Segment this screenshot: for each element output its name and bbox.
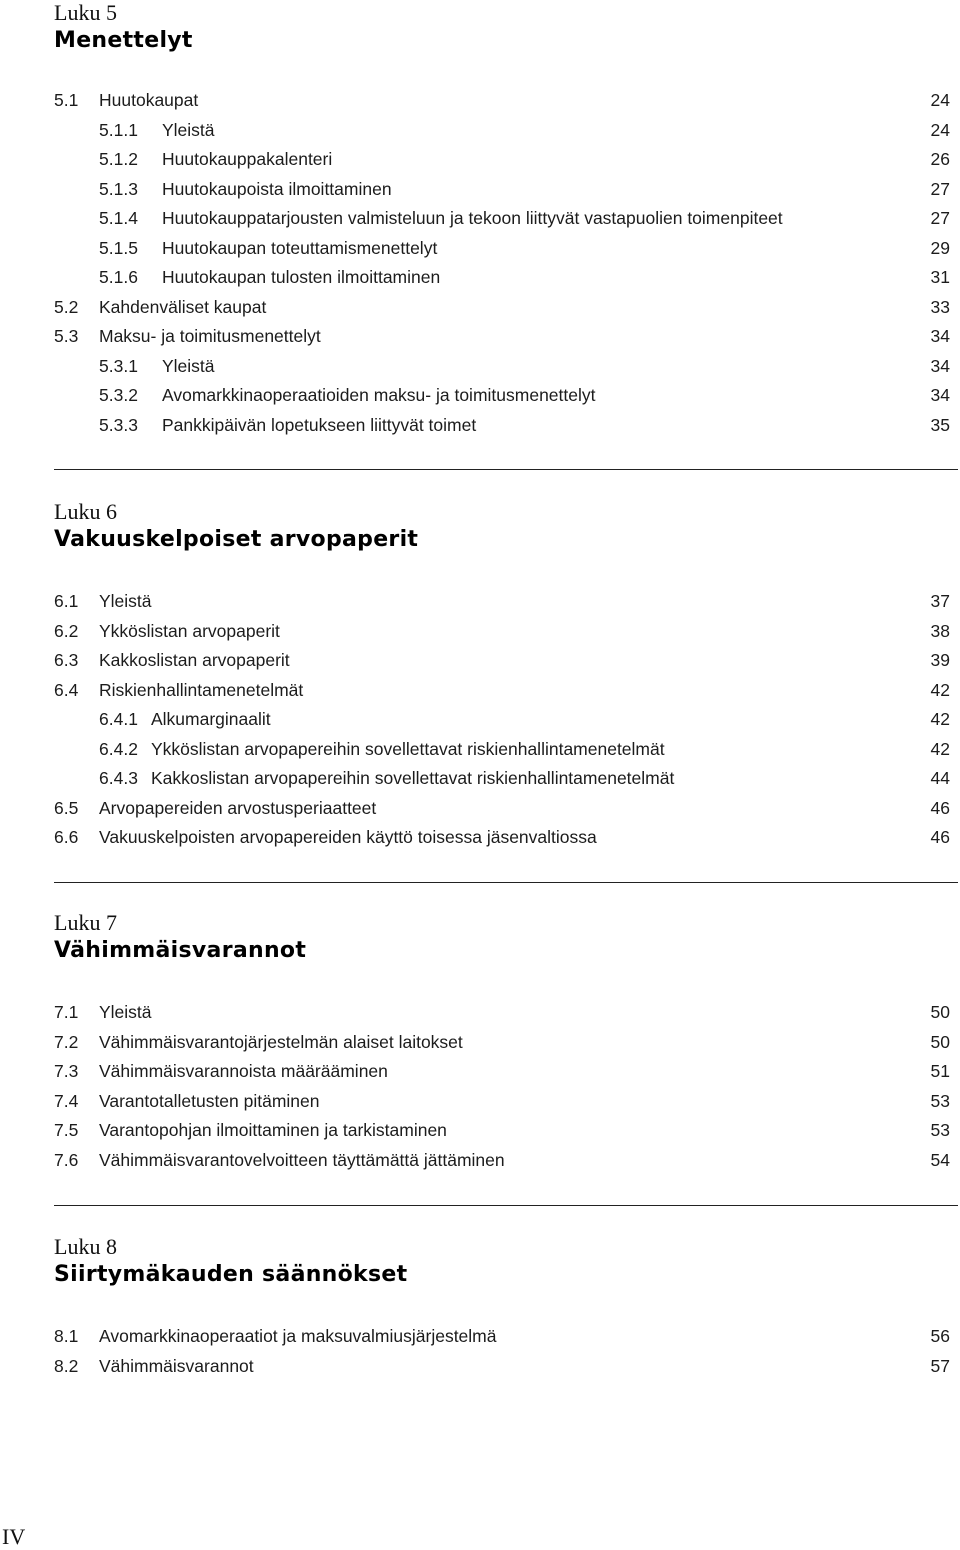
chapter-title: Siirtymäkauden säännökset (54, 1262, 408, 1287)
entry-label: Huutokaupoista ilmoittaminen (162, 178, 392, 199)
entry-number: 5.1.4 (99, 208, 138, 228)
entry-label: Yleistä (162, 355, 215, 376)
toc-entry-7-6[interactable] (54, 1146, 950, 1176)
entry-number: 8.2 (54, 1355, 79, 1376)
toc-entry-5-1-6[interactable] (54, 263, 950, 293)
toc-entry-5-3-3[interactable] (54, 411, 950, 441)
entry-number: 6.4 (54, 679, 79, 700)
entry-number: 6.5 (54, 797, 79, 818)
toc-entry-5-1[interactable] (54, 86, 950, 116)
entry-label: Vähimmäisvarantovelvoitteen täyttämättä jättäminen (99, 1149, 505, 1170)
entry-label: Avomarkkinaoperaatioiden maksu- ja toimitusmenettelyt (162, 385, 596, 405)
toc-entry-8-2[interactable] (54, 1352, 950, 1382)
toc-entry-6-3[interactable] (54, 646, 950, 676)
toc-entry-6-4[interactable] (54, 676, 950, 706)
entry-label: Huutokauppakalenteri (162, 149, 333, 169)
chapter-title: Menettelyt (54, 28, 193, 53)
entry-page: 46 (930, 827, 950, 847)
page-number: IV (2, 1524, 26, 1549)
entry-label: Yleistä (99, 591, 152, 611)
entry-page: 26 (930, 149, 950, 169)
entry-page: 53 (930, 1120, 950, 1140)
entry-number: 8.1 (54, 1326, 79, 1346)
entry-page: 35 (930, 414, 950, 435)
entry-number: 5.1.2 (99, 149, 138, 169)
entry-label: Ykköslistan arvopapereihin sovellettavat riskienhallintamenetelmät (151, 738, 665, 759)
toc-list (54, 587, 950, 853)
toc-entry-5-1-5[interactable] (54, 234, 950, 264)
toc-entry-5-2[interactable] (54, 293, 950, 323)
toc-entry-5-1-1[interactable] (54, 116, 950, 146)
section-divider (54, 1205, 958, 1206)
entry-page: 54 (930, 1149, 950, 1170)
chapter-number: Luku 7 (54, 910, 117, 935)
entry-label: Huutokauppatarjousten valmisteluun ja tekoon liittyvät vastapuolien toimenpiteet (162, 208, 783, 228)
toc-entry-7-1[interactable] (54, 998, 950, 1028)
entry-number: 6.2 (54, 620, 79, 641)
entry-label: Vähimmäisvarantojärjestelmän alaiset laitokset (99, 1031, 463, 1052)
entry-label: Yleistä (99, 1002, 152, 1022)
entry-number: 7.5 (54, 1120, 79, 1140)
entry-page: 37 (930, 591, 950, 611)
toc-entry-7-2[interactable] (54, 1028, 950, 1058)
entry-label: Alkumarginaalit (151, 709, 271, 729)
entry-number: 5.1.3 (99, 178, 138, 199)
entry-page: 42 (930, 709, 950, 729)
toc-entry-6-4-2[interactable] (54, 735, 950, 765)
entry-page: 31 (930, 267, 950, 287)
entry-number: 5.3.3 (99, 414, 138, 435)
entry-label: Kakkoslistan arvopaperit (99, 650, 290, 670)
entry-label: Yleistä (162, 119, 215, 140)
chapter-title: Vakuuskelpoiset arvopaperit (54, 527, 419, 552)
toc-entry-5-3-1[interactable] (54, 352, 950, 382)
entry-number: 7.1 (54, 1002, 79, 1022)
entry-number: 5.3.2 (99, 385, 138, 405)
entry-label: Kakkoslistan arvopapereihin sovellettavat riskienhallintamenetelmät (151, 768, 675, 788)
section-divider (54, 469, 958, 470)
entry-page: 29 (930, 237, 950, 258)
entry-label: Pankkipäivän lopetukseen liittyvät toimet (162, 414, 477, 435)
entry-label: Avomarkkinaoperaatiot ja maksuvalmiusjärjestelmä (99, 1326, 497, 1346)
entry-label: Ykköslistan arvopaperit (99, 620, 280, 641)
entry-label: Maksu- ja toimitusmenettelyt (99, 326, 321, 346)
entry-number: 6.3 (54, 650, 79, 670)
entry-page: 34 (930, 355, 950, 376)
entry-number: 7.4 (54, 1090, 79, 1111)
toc-entry-8-1[interactable] (54, 1322, 950, 1352)
entry-label: Huutokaupan toteuttamismenettelyt (162, 237, 438, 258)
toc-entry-6-5[interactable] (54, 794, 950, 824)
entry-label: Varantopohjan ilmoittaminen ja tarkistaminen (99, 1120, 447, 1140)
entry-page: 42 (930, 738, 950, 759)
toc-entry-6-2[interactable] (54, 617, 950, 647)
entry-page: 27 (930, 208, 950, 228)
toc-entry-6-4-3[interactable] (54, 764, 950, 794)
toc-entry-5-1-3[interactable] (54, 175, 950, 205)
toc-entry-5-3-2[interactable] (54, 381, 950, 411)
toc-entry-6-6[interactable] (54, 823, 950, 853)
entry-page: 46 (930, 797, 950, 818)
entry-page: 33 (930, 296, 950, 317)
toc-list (54, 998, 950, 1175)
entry-page: 39 (930, 650, 950, 670)
entry-number: 6.4.3 (99, 768, 138, 788)
toc-entry-5-1-2[interactable] (54, 145, 950, 175)
entry-label: Arvopapereiden arvostusperiaatteet (99, 797, 377, 818)
entry-number: 5.1.5 (99, 237, 138, 258)
entry-page: 53 (930, 1090, 950, 1111)
entry-page: 50 (930, 1031, 950, 1052)
section-divider (54, 882, 958, 883)
entry-label: Vähimmäisvarannoista määrääminen (99, 1061, 388, 1081)
entry-page: 50 (930, 1002, 950, 1022)
entry-label: Vakuuskelpoisten arvopapereiden käyttö toisessa jäsenvaltiossa (99, 827, 597, 847)
toc-entry-6-1[interactable] (54, 587, 950, 617)
entry-number: 5.3 (54, 326, 79, 346)
entry-page: 57 (930, 1355, 950, 1376)
entry-page: 34 (930, 385, 950, 405)
entry-number: 7.6 (54, 1149, 79, 1170)
entry-number: 5.1.6 (99, 267, 138, 287)
entry-page: 24 (930, 119, 950, 140)
entry-number: 6.4.2 (99, 738, 138, 759)
chapter-number: Luku 5 (54, 0, 117, 25)
entry-page: 24 (930, 90, 950, 110)
entry-page: 42 (930, 679, 950, 700)
entry-number: 7.3 (54, 1061, 79, 1081)
entry-number: 5.3.1 (99, 355, 138, 376)
toc-entry-7-4[interactable] (54, 1087, 950, 1117)
chapter-number: Luku 6 (54, 499, 117, 524)
entry-label: Kahdenväliset kaupat (99, 296, 267, 317)
entry-page: 34 (930, 326, 950, 346)
entry-number: 6.6 (54, 827, 79, 847)
entry-page: 27 (930, 178, 950, 199)
toc-list (54, 86, 950, 440)
toc-entry-5-3[interactable] (54, 322, 950, 352)
entry-number: 5.1 (54, 90, 79, 110)
entry-page: 51 (930, 1061, 950, 1081)
entry-number: 5.1.1 (99, 119, 138, 140)
entry-number: 6.4.1 (99, 709, 138, 729)
entry-page: 56 (930, 1326, 950, 1346)
toc-entry-5-1-4[interactable] (54, 204, 950, 234)
entry-number: 5.2 (54, 296, 79, 317)
entry-label: Huutokaupan tulosten ilmoittaminen (162, 267, 441, 287)
chapter-number: Luku 8 (54, 1234, 117, 1259)
entry-page: 44 (930, 768, 950, 788)
toc-entry-7-3[interactable] (54, 1057, 950, 1087)
toc-list (54, 1322, 950, 1381)
chapter-title: Vähimmäisvarannot (54, 938, 307, 963)
entry-label: Riskienhallintamenetelmät (99, 679, 304, 700)
entry-page: 38 (930, 620, 950, 641)
toc-entry-6-4-1[interactable] (54, 705, 950, 735)
entry-label: Vähimmäisvarannot (99, 1355, 254, 1376)
entry-number: 6.1 (54, 591, 79, 611)
entry-label: Varantotalletusten pitäminen (99, 1090, 320, 1111)
entry-number: 7.2 (54, 1031, 79, 1052)
entry-label: Huutokaupat (99, 90, 199, 110)
toc-entry-7-5[interactable] (54, 1116, 950, 1146)
